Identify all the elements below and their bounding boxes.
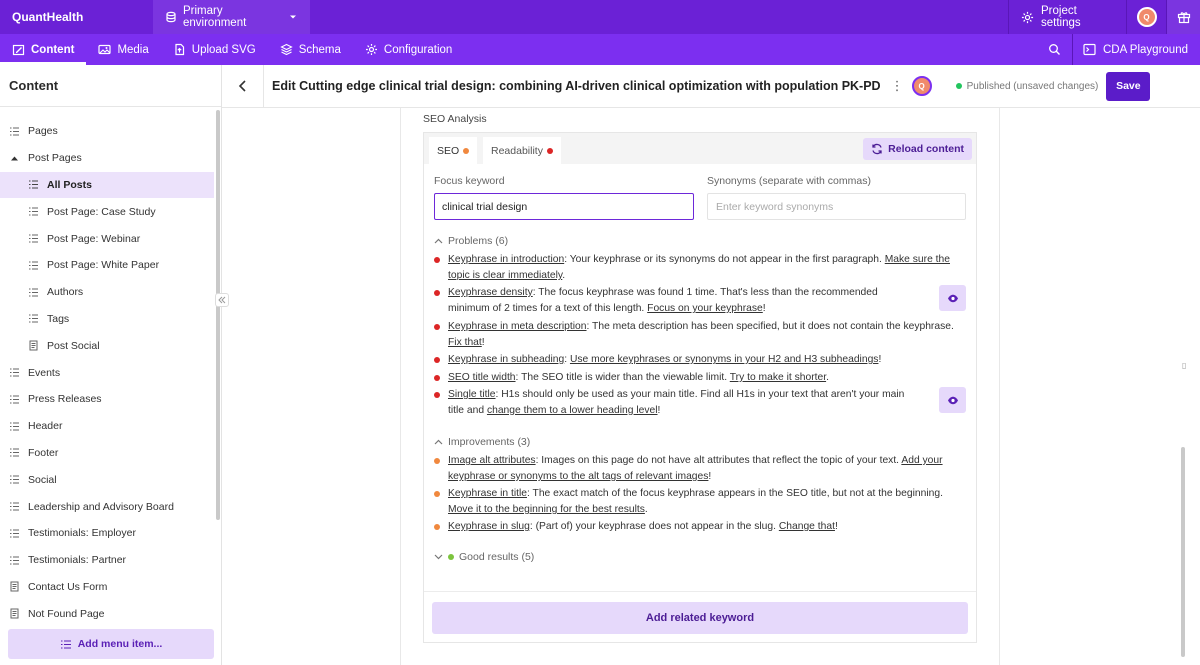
- sidebar-item-header[interactable]: [0, 413, 214, 440]
- improvement-item: [434, 519, 954, 535]
- fix-link[interactable]: Use more keyphrases or synonyms in your H2 and H3 subheadings: [569, 354, 879, 365]
- sidebar-item-all-posts[interactable]: [0, 172, 214, 199]
- sidebar-item-label: Pages: [28, 125, 58, 138]
- sidebar-item-label: Post Social: [47, 339, 100, 352]
- improvement-item: [434, 453, 954, 485]
- sidebar-item-pages[interactable]: [0, 118, 214, 145]
- sidebar-item-label: Testimonials: Partner: [28, 554, 127, 567]
- environment-label: Primary environment: [183, 5, 247, 29]
- chevron-left-icon: [238, 80, 248, 92]
- nav-configuration-label: Configuration: [383, 43, 453, 56]
- sidebar-item-label: Post Page: Webinar: [47, 232, 141, 245]
- assessment-end: .: [562, 270, 566, 281]
- more-options-icon[interactable]: ⋮: [890, 78, 904, 93]
- avatar: Q: [912, 76, 932, 96]
- sidebar-item-label: Header: [28, 420, 63, 433]
- nav-schema[interactable]: [268, 34, 353, 65]
- reload-content-button[interactable]: [863, 138, 972, 160]
- database-icon: [165, 11, 177, 23]
- assessment-link[interactable]: Keyphrase in subheading: [448, 354, 565, 365]
- sidebar-title: Content: [0, 65, 221, 107]
- status-text: Published (unsaved changes): [966, 80, 1099, 92]
- sidebar-item-authors[interactable]: [0, 279, 214, 306]
- user-menu[interactable]: [1127, 0, 1166, 34]
- list-icon: [28, 313, 39, 324]
- assessment-link[interactable]: Keyphrase in title: [448, 488, 527, 499]
- sidebar-item-testimonials-partner[interactable]: [0, 547, 214, 574]
- seo-analysis-heading: SEO Analysis: [423, 113, 487, 125]
- nav-upload-svg-label: Upload SVG: [191, 43, 256, 56]
- sidebar-item-post-social[interactable]: [0, 332, 214, 359]
- assessment-text: : H1s should only be used as your main title. Find all H1s in your text that aren't your main title and: [448, 389, 905, 416]
- list-icon: [9, 501, 20, 512]
- column-divider-right: [999, 108, 1000, 665]
- problem-item: [434, 285, 889, 317]
- assessment-text: : Your keyphrase or its synonyms do not appear in the first paragraph.: [564, 254, 885, 265]
- assessment-end: .: [644, 504, 648, 515]
- assessment-text: :: [564, 354, 570, 365]
- sidebar-item-label: Testimonials: Employer: [28, 527, 136, 540]
- sidebar-item-label: Authors: [47, 286, 84, 299]
- sidebar-item-label: Tags: [47, 312, 70, 325]
- list-icon: [9, 447, 20, 458]
- list-icon: [28, 233, 39, 244]
- reload-content-label: Reload content: [888, 143, 964, 155]
- problem-dot: [434, 257, 440, 263]
- chevron-down-icon: [288, 12, 298, 22]
- assessment-link[interactable]: Keyphrase in meta description: [448, 321, 587, 332]
- sidebar-item-leadership[interactable]: [0, 493, 214, 520]
- improvements-heading: Improvements (3): [448, 436, 531, 448]
- tab-seo-status-dot: [463, 148, 469, 154]
- sidebar-item-label: All Posts: [47, 178, 92, 191]
- sidebar-item-white-paper[interactable]: [0, 252, 214, 279]
- fix-link[interactable]: Try to make it shorter: [729, 372, 827, 383]
- chevron-up-icon: [434, 238, 443, 244]
- sidebar-list: [0, 118, 214, 627]
- assessment-link[interactable]: Keyphrase density: [448, 287, 533, 298]
- sidebar-item-webinar[interactable]: [0, 225, 214, 252]
- eye-icon: [947, 396, 959, 405]
- nav-configuration[interactable]: [353, 34, 464, 65]
- project-settings-button[interactable]: [1008, 0, 1127, 34]
- seo-tabs: [424, 133, 976, 164]
- assessment-text: : Images on this page do not have alt attributes that reflect the topic of your text.: [535, 455, 902, 466]
- assessment-text: : The exact match of the focus keyphrase appears in the SEO title, but not at the beginning.: [527, 488, 943, 499]
- image-icon: [98, 43, 111, 56]
- sidebar-item-label: Press Releases: [28, 393, 102, 406]
- top-bar: [0, 0, 1200, 34]
- good-results-heading: Good results (5): [459, 551, 535, 563]
- tab-readability-status-dot: [547, 148, 553, 154]
- list-icon: [28, 260, 39, 271]
- sidebar-item-events[interactable]: [0, 359, 214, 386]
- list-icon: [9, 126, 20, 137]
- assessment-text: : The focus keyphrase was found 1 time. That's less than the recommended minimum of 2 times for a text of this length.: [448, 287, 878, 314]
- gift-icon: [1177, 10, 1191, 24]
- focus-keyword-input[interactable]: clinical trial design: [434, 193, 694, 220]
- highlight-keyphrase-button[interactable]: [939, 285, 966, 311]
- back-button[interactable]: [222, 65, 264, 108]
- problem-dot: [434, 357, 440, 363]
- column-divider-left: [400, 108, 401, 665]
- status-badge: [956, 81, 1099, 92]
- list-icon: [9, 394, 20, 405]
- sidebar-item-contact-us[interactable]: [0, 574, 214, 601]
- assessment-end: !: [481, 337, 485, 348]
- document-icon: [9, 608, 20, 619]
- good-results-toggle[interactable]: [434, 551, 534, 563]
- assessment-text: : The SEO title is wider than the viewable limit.: [515, 372, 730, 383]
- assessment-end: .: [826, 372, 829, 383]
- chevron-up-icon: [434, 439, 443, 445]
- sidebar-item-not-found[interactable]: [0, 600, 214, 627]
- tab-readability-label: Readability: [491, 144, 543, 157]
- assessment-link[interactable]: SEO title width: [448, 372, 516, 383]
- main-nav: [0, 34, 1200, 65]
- assessment-text: : (Part of) your keyphrase does not appear in the slug.: [529, 521, 779, 532]
- environment-selector[interactable]: [153, 0, 310, 34]
- project-settings-label: Project settings: [1041, 5, 1081, 29]
- fix-link[interactable]: Make sure the topic is clear immediately: [448, 254, 950, 281]
- content-sidebar: [0, 65, 222, 665]
- panel-toggle-icon[interactable]: ▯: [1182, 361, 1187, 370]
- sidebar-item-label: Footer: [28, 446, 59, 459]
- seo-analysis-panel: [423, 132, 977, 643]
- content-icon: [12, 43, 25, 56]
- list-icon: [9, 528, 20, 539]
- nav-content[interactable]: [0, 34, 86, 65]
- cda-playground-button[interactable]: [1072, 34, 1200, 65]
- chevron-down-icon: [434, 554, 443, 560]
- avatar: Q: [1137, 7, 1157, 27]
- improvement-item: [434, 486, 954, 518]
- assessment-link[interactable]: Keyphrase in slug: [448, 521, 530, 532]
- sidebar-item-case-study[interactable]: [0, 198, 214, 225]
- problems-heading: Problems (6): [448, 235, 509, 247]
- nav-media[interactable]: [86, 34, 160, 65]
- assessment-link[interactable]: Image alt attributes: [448, 455, 536, 466]
- status-dot: [956, 83, 962, 89]
- assessment-link[interactable]: Single title: [448, 389, 496, 400]
- list-icon: [9, 555, 20, 566]
- sidebar-item-label: Leadership and Advisory Board: [28, 500, 174, 513]
- nav-media-label: Media: [117, 43, 149, 56]
- problem-dot: [434, 324, 440, 330]
- tab-seo[interactable]: [429, 137, 477, 164]
- problem-item: [434, 387, 914, 419]
- main-scrollbar[interactable]: [1181, 447, 1185, 657]
- fix-link[interactable]: Change that: [778, 521, 835, 532]
- panel-divider: [424, 591, 976, 592]
- problem-dot: [434, 392, 440, 398]
- sidebar-item-press-releases[interactable]: [0, 386, 214, 413]
- fix-link[interactable]: change them to a lower heading level: [486, 405, 658, 416]
- list-icon: [9, 367, 20, 378]
- assessment-link[interactable]: Keyphrase in introduction: [448, 254, 565, 265]
- problem-item: [434, 319, 954, 351]
- highlight-headings-button[interactable]: [939, 387, 966, 413]
- sidebar-item-label: Not Found Page: [28, 607, 105, 620]
- problems-toggle[interactable]: [434, 235, 508, 247]
- caret-down-icon: [9, 153, 20, 164]
- assessment-end: !: [708, 471, 712, 482]
- brand-name[interactable]: QuantHealth: [12, 10, 84, 24]
- sidebar-item-label: Events: [28, 366, 61, 379]
- problem-item: [434, 352, 954, 368]
- whats-new-button[interactable]: [1166, 0, 1200, 34]
- problem-item: [434, 252, 954, 284]
- problem-item: [434, 370, 954, 386]
- document-icon: [28, 340, 39, 351]
- page-title: Edit Cutting edge clinical trial design: combining AI-driven clinical optimization with population PK-PD: [272, 79, 881, 93]
- assessment-end: !: [762, 303, 766, 314]
- sidebar-item-footer[interactable]: [0, 440, 214, 467]
- sidebar-item-label: Social: [28, 473, 57, 486]
- list-icon: [28, 179, 39, 190]
- sidebar-item-tags[interactable]: [0, 306, 214, 333]
- sidebar-item-label: Contact Us Form: [28, 580, 108, 593]
- nav-upload-svg[interactable]: [161, 34, 268, 65]
- terminal-icon: [1083, 43, 1096, 56]
- sidebar-item-label: Post Page: Case Study: [47, 205, 156, 218]
- search-icon: [1048, 43, 1061, 56]
- sidebar-item-testimonials-employer[interactable]: [0, 520, 214, 547]
- assessment-end: !: [834, 521, 838, 532]
- refresh-icon: [871, 143, 883, 155]
- tab-seo-label: SEO: [437, 144, 460, 157]
- cda-playground-label: CDA Playground: [1102, 43, 1188, 56]
- double-chevron-left-icon: [218, 296, 226, 304]
- synonyms-label: Synonyms (separate with commas): [707, 175, 871, 187]
- upload-icon: [173, 43, 186, 56]
- fix-link[interactable]: Focus on your keyphrase: [647, 303, 763, 314]
- list-icon: [9, 421, 20, 432]
- search-button[interactable]: [1038, 34, 1072, 65]
- tab-readability[interactable]: [483, 137, 561, 164]
- nav-content-label: Content: [31, 43, 75, 56]
- eye-icon: [947, 294, 959, 303]
- assessment-end: !: [657, 405, 661, 416]
- fix-link[interactable]: Fix that: [448, 337, 482, 348]
- sidebar-item-social[interactable]: [0, 466, 214, 493]
- sidebar-item-label: Post Page: White Paper: [47, 259, 160, 272]
- sidebar-scrollbar[interactable]: [216, 110, 220, 520]
- sidebar-item-label: Post Pages: [28, 152, 82, 165]
- list-icon: [28, 287, 39, 298]
- assessment-text: : The meta description has been specified, but it does not contain the keyphrase.: [586, 321, 954, 332]
- add-related-keyword-button[interactable]: Add related keyword: [432, 602, 968, 634]
- improvement-dot: [434, 458, 440, 464]
- add-menu-item-label: Add menu item...: [77, 638, 163, 650]
- focus-keyword-label: Focus keyword: [434, 175, 505, 187]
- gear-icon: [365, 43, 378, 56]
- synonyms-input[interactable]: Enter keyword synonyms: [707, 193, 966, 220]
- add-menu-item-button[interactable]: [8, 629, 214, 659]
- fix-link[interactable]: Move it to the beginning for the best results: [448, 504, 645, 515]
- editor-header: [222, 65, 1200, 108]
- good-results-dot: [448, 554, 454, 560]
- save-button[interactable]: Save: [1106, 72, 1150, 101]
- improvement-dot: [434, 524, 440, 530]
- fix-link[interactable]: Add your keyphrase or synonyms to the alt tags of relevant images: [448, 455, 943, 482]
- collapse-sidebar-button[interactable]: [215, 293, 229, 307]
- list-add-icon: [60, 639, 72, 650]
- sidebar-item-post-pages[interactable]: [0, 145, 214, 172]
- improvement-dot: [434, 491, 440, 497]
- assessment-end: !: [878, 354, 882, 365]
- problem-dot: [434, 290, 440, 296]
- stack-icon: [280, 43, 293, 56]
- list-icon: [28, 206, 39, 217]
- nav-schema-label: Schema: [298, 43, 341, 56]
- improvements-toggle[interactable]: [434, 436, 530, 448]
- gear-icon: [1021, 11, 1034, 24]
- list-icon: [9, 474, 20, 485]
- document-icon: [9, 581, 20, 592]
- problem-dot: [434, 375, 440, 381]
